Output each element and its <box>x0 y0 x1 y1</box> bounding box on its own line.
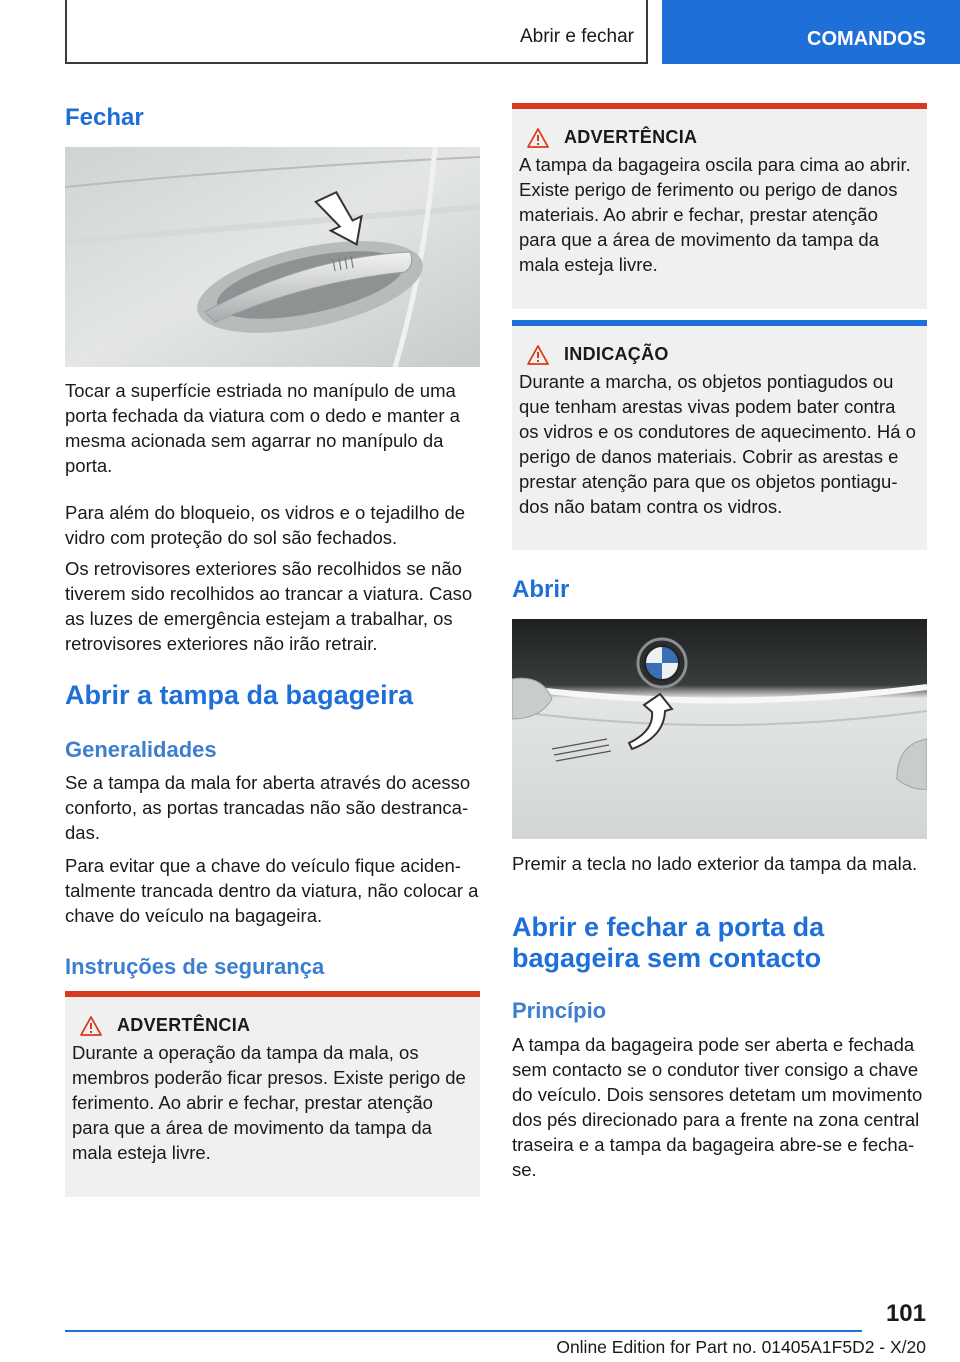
fechar-paragraph-1: Tocar a superfície estriada no manípulo de uma porta fechada da viatura com o dedo e manter a mesma acionada sem agarrar no manípulo da porta. <box>65 380 460 476</box>
heading-seguranca: Instruções de segurança <box>65 954 325 979</box>
heading-principio: Princípio <box>512 998 607 1023</box>
warning-title: ADVERTÊNCIA <box>117 1015 251 1035</box>
abrir-paragraph-1: Premir a tecla no lado exterior da tampa da mala. <box>512 853 918 874</box>
notice-text: Durante a marcha, os objetos pontiagudos ou que tenham arestas vivas podem bater contra os vidros e os condutores de aquecimento. Há o perigo de danos materiais. Cobrir as arestas e prestar atenção para que os objetos pontiagudos não batam contra os vidros. <box>519 371 916 517</box>
heading-sem-contacto: Abrir e fechar a porta da bagageira sem contacto <box>512 912 825 973</box>
generalidades-paragraph-2: Para evitar que a chave do veículo fique acidentalmente trancada dentro da viatura, não colocar a chave do veículo na bagageira. <box>65 855 479 926</box>
warning-title: ADVERTÊNCIA <box>564 127 698 147</box>
heading-abrir-tampa: Abrir a tampa da bagageira <box>65 680 414 710</box>
header-section-title: Abrir e fechar <box>519 26 634 47</box>
heading-fechar: Fechar <box>65 104 144 131</box>
warning-text: Durante a operação da tampa da mala, os membros poderão ficar presos. Existe perigo de ferimento. Ao abrir e fechar, prestar atenção para que a área de movimento da tampa da mala esteja livre. <box>72 1042 466 1163</box>
warning-box-left <box>65 991 480 1197</box>
warning-triangle-icon <box>80 1016 102 1036</box>
fechar-paragraph-3: Os retrovisores exteriores são recolhidos se não tiverem sido recolhidos ao trancar a viatura. Caso as luzes de emergência estejam a trabalhar, os retrovisores exteriores não irão retrair. <box>65 558 473 654</box>
page-number: 101 <box>885 1300 926 1327</box>
door-handle-illustration <box>65 147 480 367</box>
notice-box <box>512 320 927 550</box>
generalidades-paragraph-1: Se a tampa da mala for aberta através do acesso conforto, as portas trancadas não são destrancadas. <box>65 772 471 843</box>
chapter-label: COMANDOS <box>807 28 926 50</box>
heading-abrir: Abrir <box>512 576 570 603</box>
warning-title-row <box>72 1015 472 1036</box>
notice-title: INDICAÇÃO <box>564 344 669 364</box>
warning-text: A tampa da bagageira oscila para cima ao abrir. Existe perigo de ferimento ou perigo de danos materiais. Ao abrir e fechar, prestar atenção para que a área de movimento da tampa da mala esteja livre. <box>519 154 911 275</box>
principio-paragraph-1: A tampa da bagageira pode ser aberta e fechada sem contacto se o condutor tiver consigo a chave do veículo. Dois sensores detetam um movimento dos pés direcionado para a frente na zona central traseira e a tampa da bagageira abre-se e fecha-se. <box>512 1034 923 1180</box>
footer-edition: Online Edition for Part no. 01405A1F5D2 - X/20 <box>556 1337 926 1357</box>
heading-generalidades: Generalidades <box>65 737 217 762</box>
footer-rule <box>65 1330 862 1332</box>
fechar-paragraph-2: Para além do bloqueio, os vidros e o tejadilho de vidro com proteção do sol são fechados. <box>65 502 466 548</box>
notice-title-row <box>519 344 919 365</box>
trunk-button-illustration <box>512 619 927 839</box>
notice-triangle-icon <box>527 345 549 365</box>
warning-title-row <box>519 127 919 148</box>
warning-box-right <box>512 103 927 309</box>
warning-triangle-icon <box>527 128 549 148</box>
header-chapter-tab[interactable] <box>662 0 960 64</box>
